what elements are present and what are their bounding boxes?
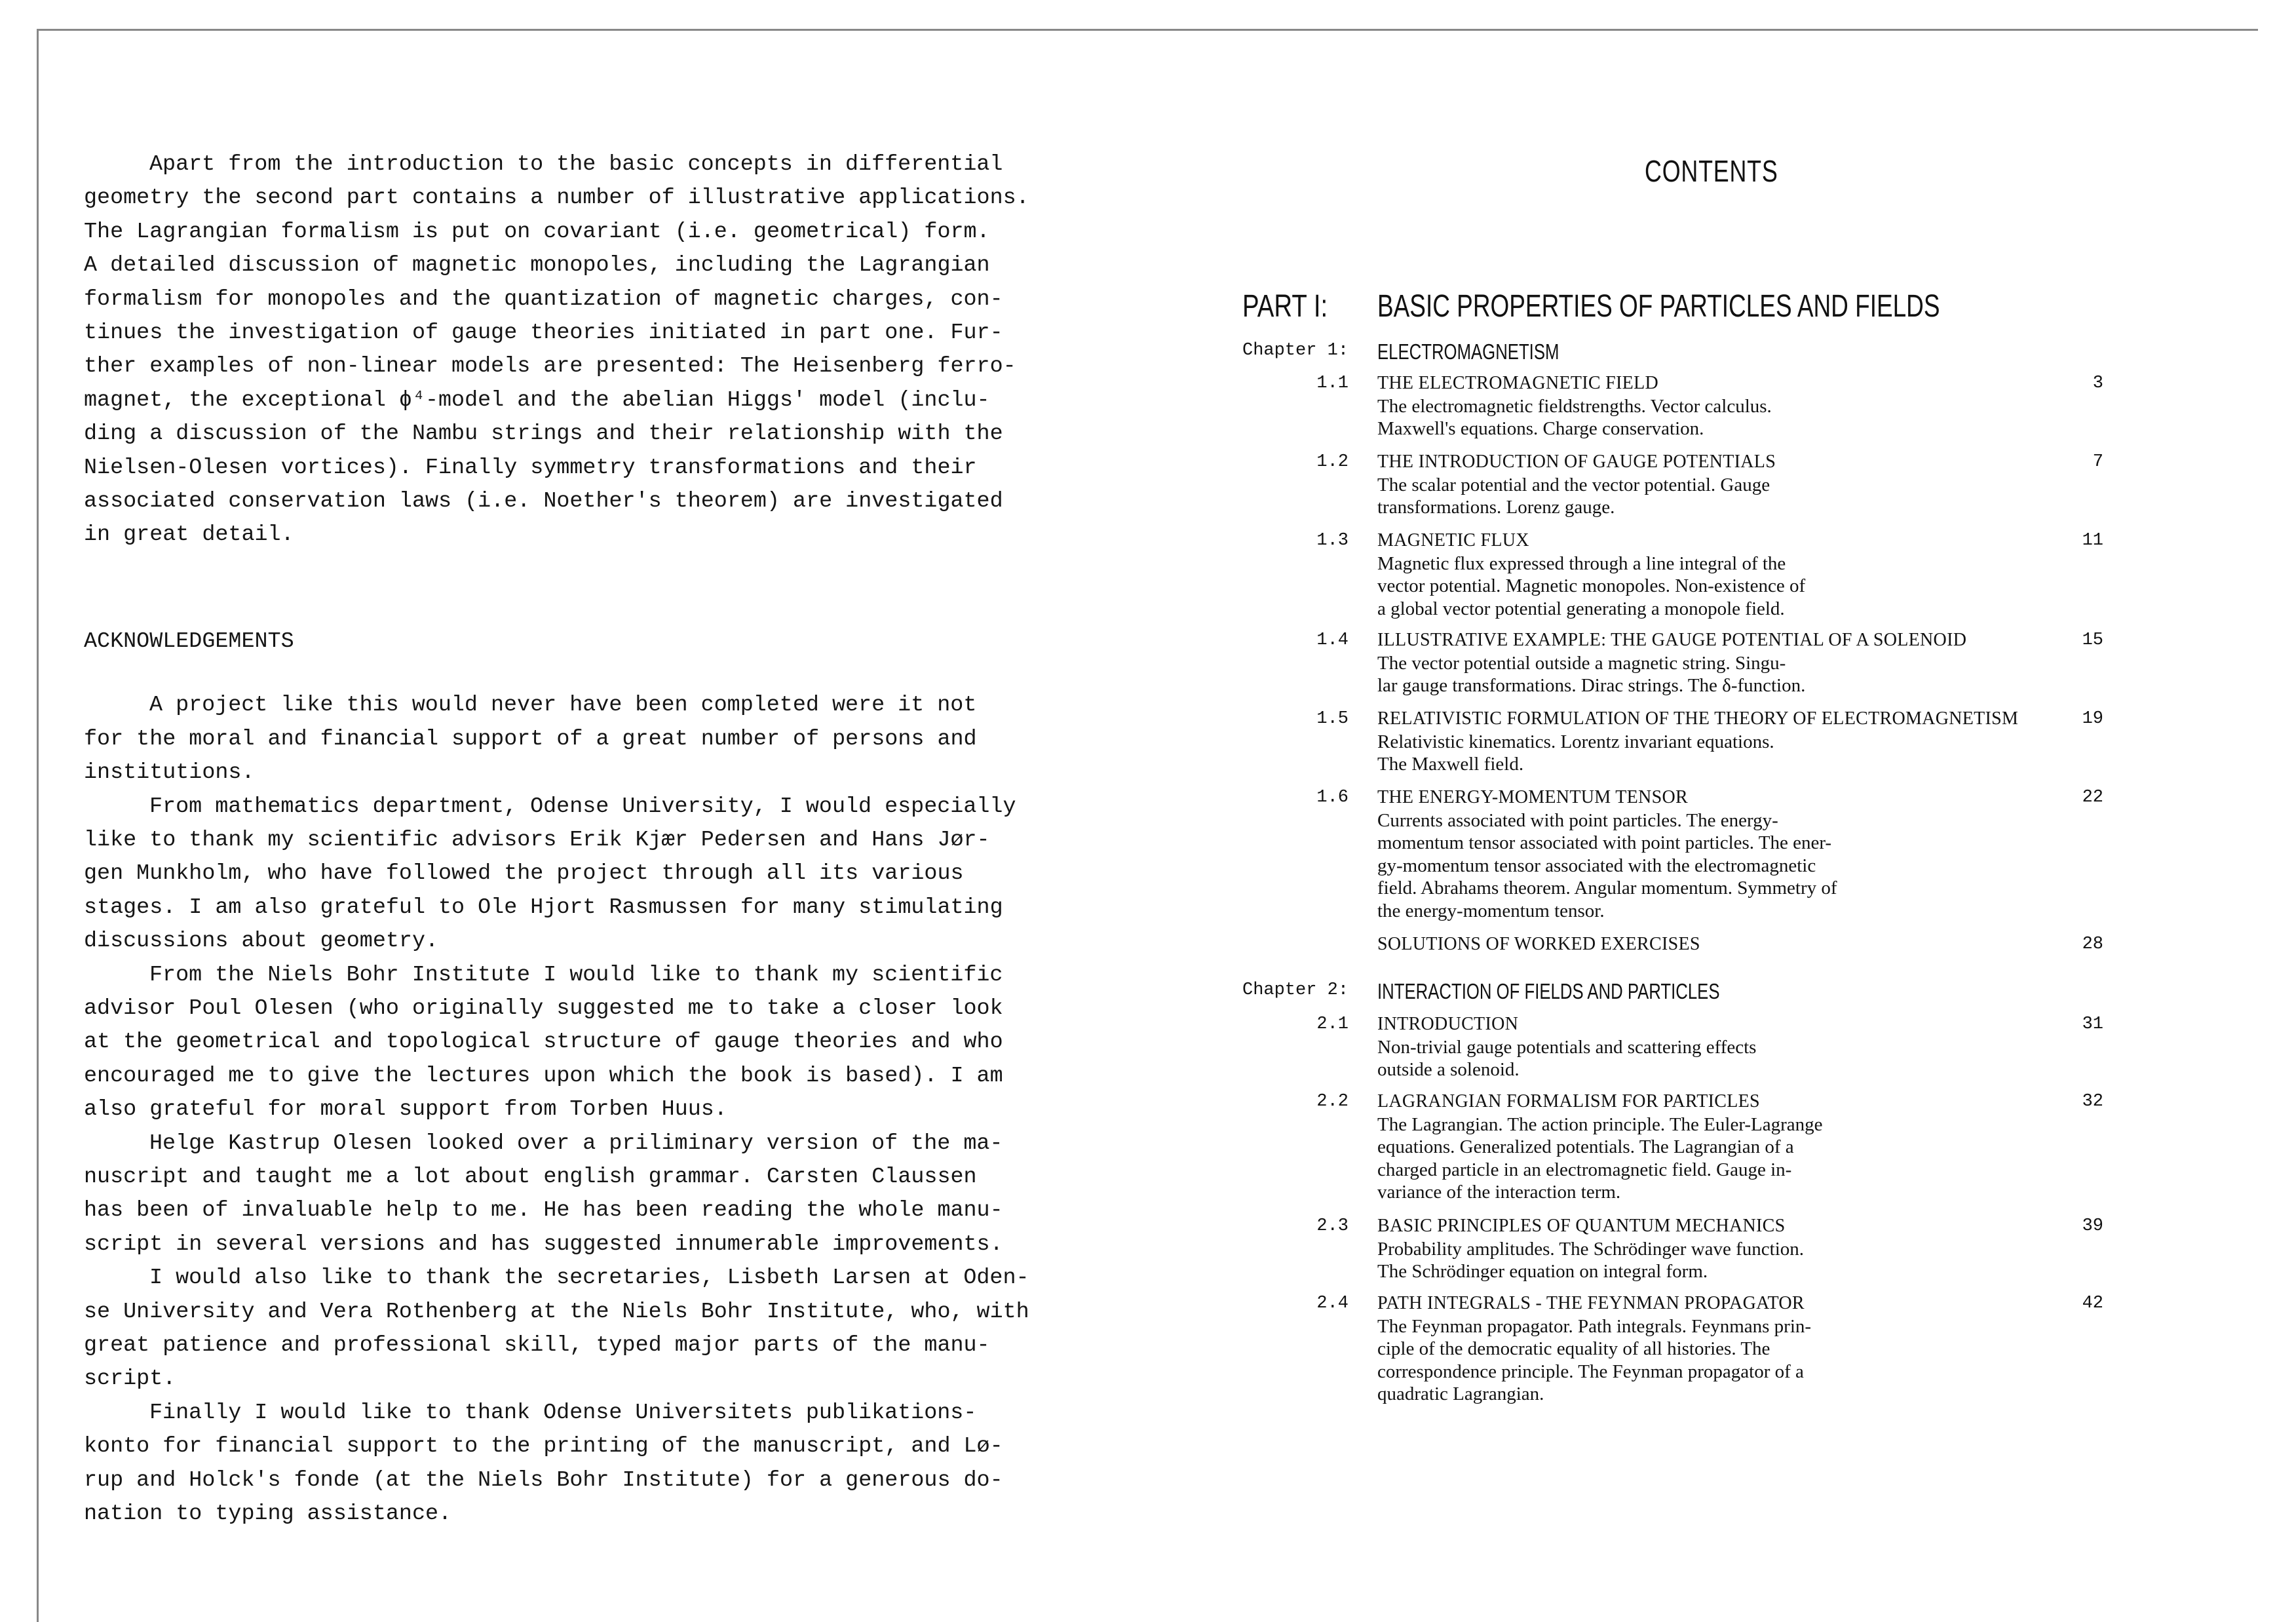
left-page bbox=[84, 148, 1093, 1531]
section-description: Magnetic flux expressed through a line integral of the vector potential. Magnetic monopoles. Non-existence of a global vector potential generating a monopole field. bbox=[1377, 552, 1806, 619]
section-title: THE INTRODUCTION OF GAUGE POTENTIALS bbox=[1377, 452, 1776, 472]
ack-line: at the geometrical and topological structure of gauge theories and who bbox=[84, 1030, 1003, 1055]
section-title: THE ELECTROMAGNETIC FIELD bbox=[1377, 373, 1659, 393]
ack-line: nuscript and taught me a lot about english grammar. Carsten Claussen bbox=[84, 1164, 977, 1189]
intro-line: ther examples of non-linear models are presented: The Heisenberg ferro- bbox=[84, 354, 1016, 379]
intro-line: magnet, the exceptional ϕ⁴-model and the abelian Higgs' model (inclu- bbox=[84, 387, 990, 413]
ack-line: like to thank my scientific advisors Erik Kjær Pedersen and Hans Jør- bbox=[84, 827, 990, 853]
ack-paragraph bbox=[84, 1262, 1093, 1397]
section-description: Probability amplitudes. The Schrödinger wave function. The Schrödinger equation on integral form. bbox=[1377, 1238, 1805, 1282]
acknowledgements-heading: ACKNOWLEDGEMENTS bbox=[84, 628, 294, 654]
ack-line: I would also like to thank the secretaries, Lisbeth Larsen at Oden- bbox=[149, 1265, 1029, 1291]
ack-line: konto for financial support to the printing of the manuscript, and Lø- bbox=[84, 1434, 1003, 1459]
section-number: 1.2 bbox=[1316, 452, 1349, 472]
intro-line: ding a discussion of the Nambu strings and their relationship with the bbox=[84, 421, 1003, 447]
page-number: 22 bbox=[2082, 788, 2103, 807]
page-number: 39 bbox=[2082, 1216, 2103, 1236]
intro-paragraph bbox=[84, 148, 1093, 552]
ack-line: advisor Poul Olesen (who originally suggested me to take a closer look bbox=[84, 995, 1003, 1021]
ack-line: gen Munkholm, who have followed the project through all its various bbox=[84, 861, 964, 887]
section-title: PATH INTEGRALS - THE FEYNMAN PROPAGATOR bbox=[1377, 1293, 1805, 1313]
page-number: 3 bbox=[2092, 374, 2103, 393]
intro-line: in great detail. bbox=[84, 522, 294, 548]
intro-line: The Lagrangian formalism is put on covariant (i.e. geometrical) form. bbox=[84, 219, 990, 244]
ack-line: From the Niels Bohr Institute I would like to thank my scientific bbox=[149, 962, 1003, 988]
part-title: BASIC PROPERTIES OF PARTICLES AND FIELDS bbox=[1377, 289, 1940, 324]
section-title: BASIC PRINCIPLES OF QUANTUM MECHANICS bbox=[1377, 1216, 1786, 1236]
ack-line: script. bbox=[84, 1366, 176, 1392]
section-title: MAGNETIC FLUX bbox=[1377, 530, 1529, 550]
page-number: 15 bbox=[2082, 630, 2103, 650]
part-label: PART I: bbox=[1242, 289, 1328, 324]
section-description: The vector potential outside a magnetic string. Singu- lar gauge transformations. Dirac strings. The δ-function. bbox=[1377, 652, 1806, 696]
section-number: 2.1 bbox=[1316, 1014, 1349, 1034]
ack-line: also grateful for moral support from Torben Huus. bbox=[84, 1097, 727, 1123]
section-description: Relativistic kinematics. Lorentz invariant equations. The Maxwell field. bbox=[1377, 731, 1774, 775]
ack-line: A project like this would never have been completed were it not bbox=[149, 693, 977, 718]
section-number: 2.2 bbox=[1316, 1092, 1349, 1111]
page-number: 31 bbox=[2082, 1014, 2103, 1034]
ack-paragraph bbox=[84, 1397, 1093, 1532]
page-number: 32 bbox=[2082, 1092, 2103, 1111]
ack-line: discussions about geometry. bbox=[84, 929, 439, 954]
ack-line: nation to typing assistance. bbox=[84, 1501, 452, 1527]
section-description: The scalar potential and the vector potential. Gauge transformations. Lorenz gauge. bbox=[1377, 474, 1770, 518]
section-title: THE ENERGY-MOMENTUM TENSOR bbox=[1377, 787, 1688, 807]
chapter-title: ELECTROMAGNETISM bbox=[1377, 339, 1559, 364]
ack-line: has been of invaluable help to me. He has been reading the whole manu- bbox=[84, 1198, 1003, 1224]
intro-line: Apart from the introduction to the basic concepts in differential bbox=[149, 152, 1003, 177]
section-title: ILLUSTRATIVE EXAMPLE: THE GAUGE POTENTIAL OF A SOLENOID bbox=[1377, 630, 1967, 650]
contents-title: CONTENTS bbox=[1645, 154, 1778, 188]
ack-line: se University and Vera Rothenberg at the Niels Bohr Institute, who, with bbox=[84, 1299, 1029, 1324]
section-number: 1.4 bbox=[1316, 630, 1349, 650]
intro-line: A detailed discussion of magnetic monopoles, including the Lagrangian bbox=[84, 253, 990, 279]
section-description: The Feynman propagator. Path integrals. Feynmans prin- ciple of the democratic equality of all histories. The correspondence principle. The Feynman propagator of a quadratic Lagrangian. bbox=[1377, 1315, 1812, 1404]
chapter-label: Chapter 2: bbox=[1242, 980, 1349, 1000]
ack-paragraph bbox=[84, 959, 1093, 1127]
section-number: 1.5 bbox=[1316, 709, 1349, 729]
ack-line: From mathematics department, Odense University, I would especially bbox=[149, 794, 1016, 819]
section-title: RELATIVISTIC FORMULATION OF THE THEORY OF ELECTROMAGNETISM bbox=[1377, 708, 2019, 729]
ack-line: Helge Kastrup Olesen looked over a priliminary version of the ma- bbox=[149, 1130, 1003, 1156]
ack-line: script in several versions and has suggested innumerable improvements. bbox=[84, 1231, 1003, 1257]
section-number: 1.3 bbox=[1316, 531, 1349, 550]
ack-line: Finally I would like to thank Odense Universitets publikations- bbox=[149, 1400, 977, 1425]
ack-line: great patience and professional skill, typed major parts of the manu- bbox=[84, 1333, 990, 1358]
ack-line: rup and Holck's fonde (at the Niels Bohr Institute) for a generous do- bbox=[84, 1467, 1003, 1493]
page-number: 7 bbox=[2092, 452, 2103, 472]
ack-paragraph bbox=[84, 1127, 1093, 1262]
ack-line: stages. I am also grateful to Ole Hjort Rasmussen for many stimulating bbox=[84, 895, 1003, 920]
section-number: 1.1 bbox=[1316, 374, 1349, 393]
chapter-title: INTERACTION OF FIELDS AND PARTICLES bbox=[1377, 979, 1720, 1003]
page-number: 28 bbox=[2082, 935, 2103, 954]
ack-line: institutions. bbox=[84, 760, 255, 786]
page-border-left bbox=[37, 29, 39, 1622]
intro-line: associated conservation laws (i.e. Noether's theorem) are investigated bbox=[84, 489, 1003, 514]
ack-line: for the moral and financial support of a great number of persons and bbox=[84, 726, 977, 752]
ack-paragraph bbox=[84, 790, 1093, 959]
section-number: 2.3 bbox=[1316, 1216, 1349, 1236]
page-number: 42 bbox=[2082, 1294, 2103, 1313]
section-title: INTRODUCTION bbox=[1377, 1014, 1519, 1034]
section-description: Currents associated with point particles. The energy- momentum tensor associated with point particles. The ener- gy-momentum tensor associated with the electromagnetic field. Abrahams theorem. Angular momentum. Symmetry of the energy-momentum tensor. bbox=[1377, 809, 1837, 921]
section-number: 2.4 bbox=[1316, 1294, 1349, 1313]
chapter-label: Chapter 1: bbox=[1242, 341, 1349, 360]
ack-line: encouraged me to give the lectures upon which the book is based). I am bbox=[84, 1063, 1003, 1089]
section-description: Non-trivial gauge potentials and scattering effects outside a solenoid. bbox=[1377, 1036, 1757, 1080]
intro-line: geometry the second part contains a number of illustrative applications. bbox=[84, 185, 1029, 211]
section-description: The electromagnetic fieldstrengths. Vector calculus. Maxwell's equations. Charge conservation. bbox=[1377, 395, 1772, 439]
page-border-top bbox=[37, 29, 2258, 31]
section-number: 1.6 bbox=[1316, 788, 1349, 807]
section-title: SOLUTIONS OF WORKED EXERCISES bbox=[1377, 934, 1700, 954]
section-description: The Lagrangian. The action principle. The Euler-Lagrange equations. Generalized potentials. The Lagrangian of a charged particle in an electromagnetic field. Gauge in- variance of the interaction term. bbox=[1377, 1113, 1823, 1203]
page-number: 19 bbox=[2082, 709, 2103, 729]
intro-line: tinues the investigation of gauge theories initiated in part one. Fur- bbox=[84, 320, 1003, 346]
intro-line: formalism for monopoles and the quantization of magnetic charges, con- bbox=[84, 286, 1003, 312]
intro-line: Nielsen-Olesen vortices). Finally symmetry transformations and their bbox=[84, 455, 977, 480]
ack-paragraph bbox=[84, 689, 1093, 790]
page-number: 11 bbox=[2082, 531, 2103, 550]
section-title: LAGRANGIAN FORMALISM FOR PARTICLES bbox=[1377, 1091, 1760, 1111]
